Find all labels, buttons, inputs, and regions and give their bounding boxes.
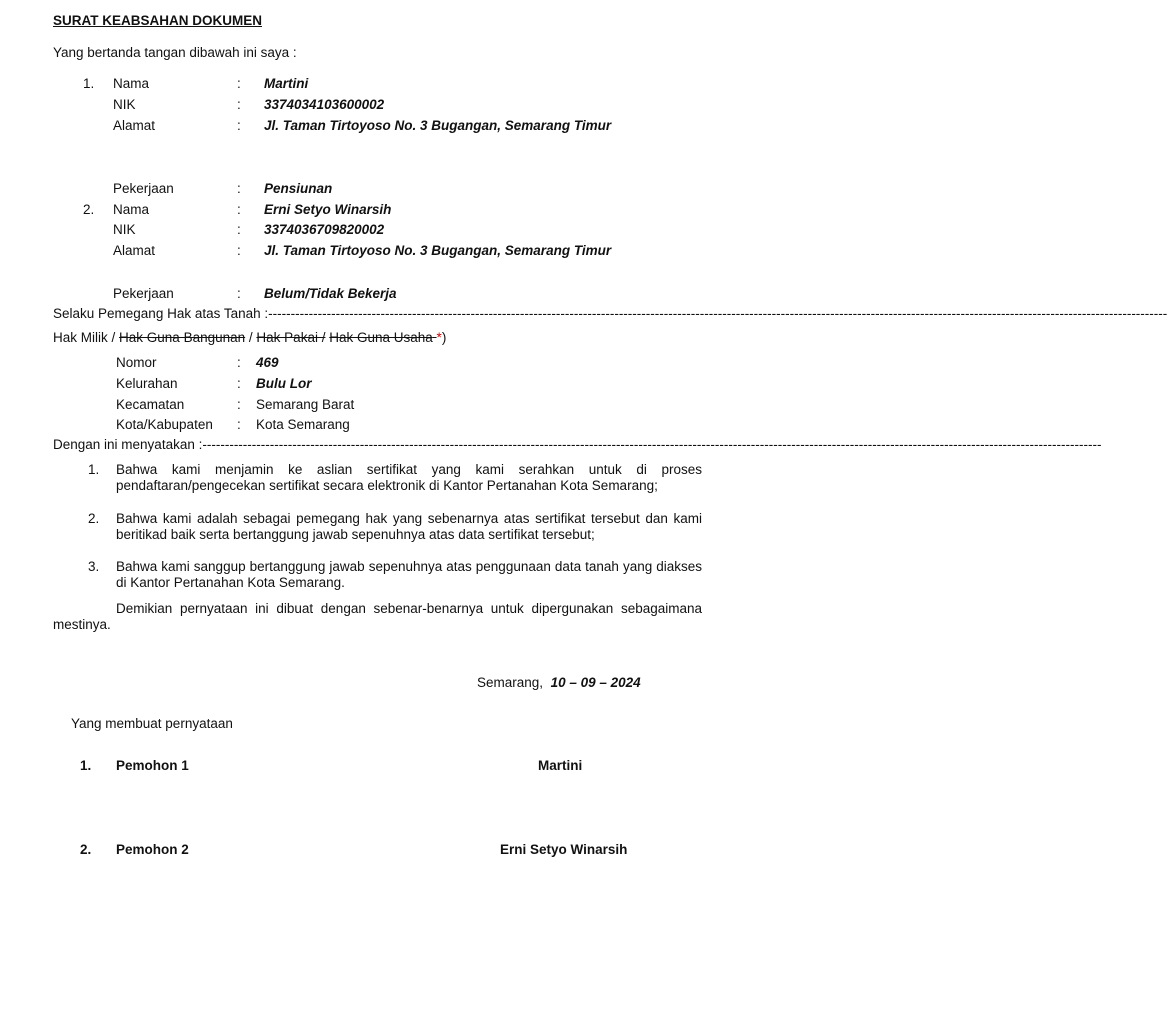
- land-label: Nomor: [116, 355, 157, 370]
- statement-number: 1.: [88, 462, 100, 477]
- field-label: NIK: [113, 97, 136, 112]
- field-value: Pensiunan: [264, 181, 333, 196]
- field-value: Erni Setyo Winarsih: [264, 202, 392, 217]
- asterisk: *: [436, 330, 442, 345]
- maker-label: Yang membuat pernyataan: [71, 716, 233, 731]
- land-value: Semarang Barat: [256, 397, 355, 412]
- colon: :: [237, 376, 241, 391]
- colon: :: [237, 355, 241, 370]
- field-value: Belum/Tidak Bekerja: [264, 286, 397, 301]
- person-number: 1.: [83, 76, 95, 91]
- land-label: Kecamatan: [116, 397, 185, 412]
- person-number: 2.: [83, 202, 95, 217]
- colon: :: [237, 417, 241, 432]
- place-date: [477, 675, 641, 691]
- land-value: 469: [256, 355, 279, 370]
- right-hak-pakai: Hak Pakai /: [256, 330, 326, 345]
- signer-number: 1.: [80, 758, 92, 773]
- holder-line: [53, 306, 1167, 322]
- colon: :: [237, 243, 241, 258]
- land-value: Bulu Lor: [256, 376, 312, 391]
- right-hgu: Hak Guna Usaha: [329, 330, 433, 345]
- field-value: 3374034103600002: [264, 97, 385, 112]
- colon: :: [237, 97, 241, 112]
- signer-role: Pemohon 2: [116, 842, 189, 857]
- date: 10 – 09 – 2024: [550, 675, 641, 690]
- field-value: Jl. Taman Tirtoyoso No. 3 Bugangan, Semarang Timur: [264, 118, 612, 133]
- field-label: Alamat: [113, 118, 156, 133]
- field-label: Alamat: [113, 243, 156, 258]
- statement-number: 3.: [88, 559, 100, 574]
- statement-text: Bahwa kami menjamin ke aslian sertifikat yang kami serahkan untuk di proses pendaftaran/pengecekan sertifikat secara elektronik di Kantor Pertanahan Kota Semarang;: [116, 462, 702, 494]
- field-value: 3374036709820002: [264, 222, 385, 237]
- statement-text: Bahwa kami adalah sebagai pemegang hak yang sebenarnya atas sertifikat tersebut dan kami beritikad baik serta bertanggung jawab sepenuhnya atas data sertifikat tersebut;: [116, 511, 702, 543]
- right-hak-milik: Hak Milik /: [53, 330, 116, 345]
- rights-line: [53, 330, 446, 346]
- statement-text: Bahwa kami sanggup bertanggung jawab sepenuhnya atas penggunaan data tanah yang diakses di Kantor Pertanahan Kota Semarang.: [116, 559, 702, 591]
- land-label: Kelurahan: [116, 376, 178, 391]
- field-label: Nama: [113, 76, 150, 91]
- colon: :: [237, 397, 241, 412]
- field-value: Jl. Taman Tirtoyoso No. 3 Bugangan, Semarang Timur: [264, 243, 612, 258]
- land-value: Kota Semarang: [256, 417, 350, 432]
- closing-paragraph: Demikian pernyataan ini dibuat dengan sebenar-benarnya untuk dipergunakan sebagaimana mestinya.: [53, 601, 702, 633]
- place: Semarang,: [477, 675, 544, 690]
- signer-name: Martini: [538, 758, 583, 773]
- intro-text: Yang bertanda tangan dibawah ini saya :: [53, 45, 297, 60]
- colon: :: [237, 76, 241, 91]
- statement-number: 2.: [88, 511, 100, 526]
- declare-label: Dengan ini menyatakan :: [53, 437, 203, 452]
- signer-role: Pemohon 1: [116, 758, 189, 773]
- colon: :: [237, 118, 241, 133]
- document-title: SURAT KEABSAHAN DOKUMEN: [53, 13, 262, 28]
- dash-leader: --------------------------------------------------------------------------------------------------------------------------------------------------------------------------------------------------------: [268, 306, 1167, 321]
- paren: ): [441, 330, 447, 345]
- signer-name: Erni Setyo Winarsih: [500, 842, 628, 857]
- colon: :: [237, 181, 241, 196]
- right-hgb: Hak Guna Bangunan: [119, 330, 246, 345]
- dash-leader: --------------------------------------------------------------------------------------------------------------------------------------------------------------------------------------------------------: [202, 437, 1102, 452]
- land-label: Kota/Kabupaten: [116, 417, 213, 432]
- holder-label: Selaku Pemegang Hak atas Tanah :: [53, 306, 269, 321]
- colon: :: [237, 222, 241, 237]
- rights-separator: /: [245, 330, 253, 345]
- field-label: Pekerjaan: [113, 286, 174, 301]
- colon: :: [237, 286, 241, 301]
- field-label: Nama: [113, 202, 150, 217]
- field-label: NIK: [113, 222, 136, 237]
- signer-number: 2.: [80, 842, 92, 857]
- colon: :: [237, 202, 241, 217]
- field-value: Martini: [264, 76, 309, 91]
- declare-line: [53, 437, 1102, 453]
- field-label: Pekerjaan: [113, 181, 174, 196]
